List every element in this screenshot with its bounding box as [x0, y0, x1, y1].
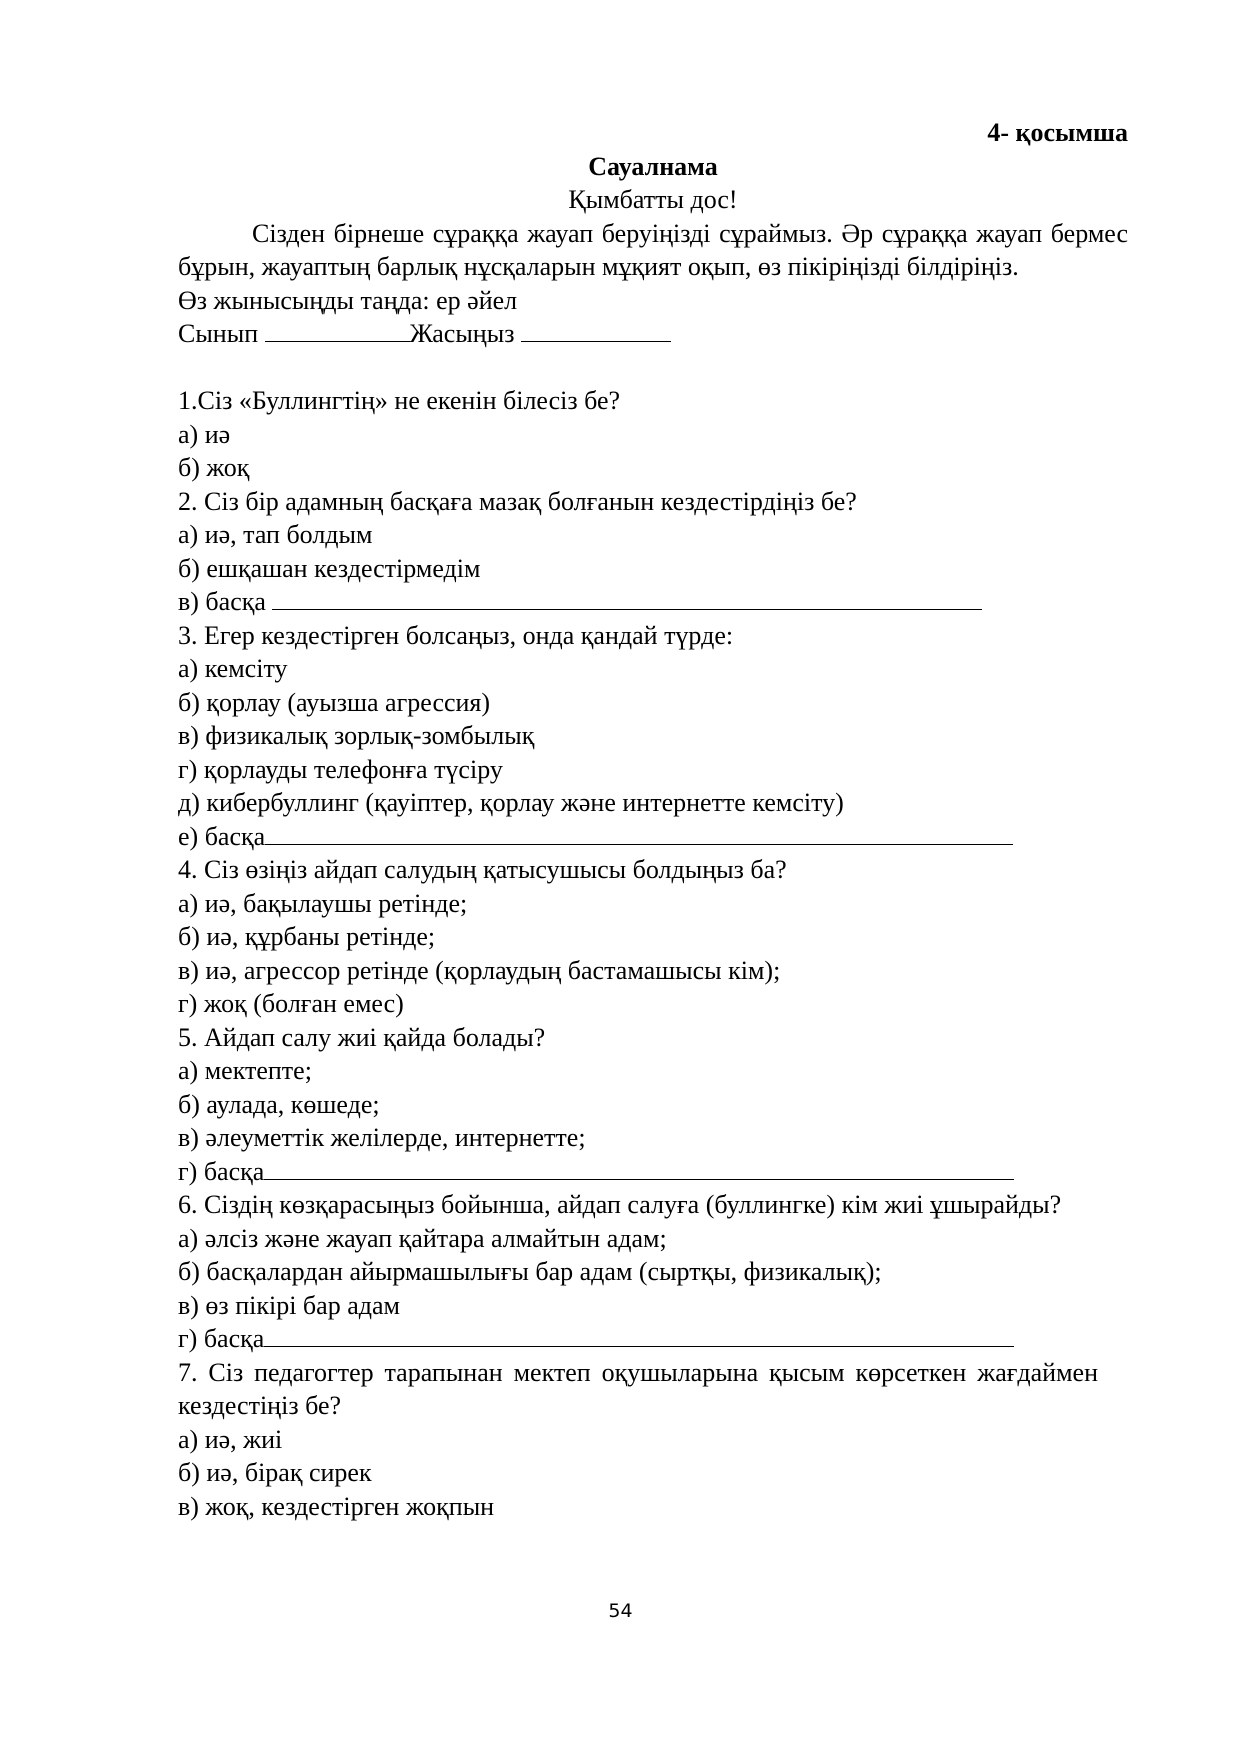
q6-option-a: а) әлсіз және жауап қайтара алмайтын адам; [178, 1223, 667, 1253]
q4-option-a: а) иә, бақылаушы ретінде; [178, 888, 468, 918]
q6-option-d: г) басқа [178, 1324, 265, 1353]
q6-option-c: в) өз пікірі бар адам [178, 1290, 400, 1320]
q2-option-a: а) иә, тап болдым [178, 520, 373, 549]
document-body [178, 116, 1128, 1523]
q7-option-a: а) иә, жиі [178, 1424, 283, 1454]
question-2: 2. Сіз бір адамның басқаға мазақ болғанын кездестірдіңіз бе? [178, 486, 857, 516]
q5-other-blank[interactable] [264, 1155, 1014, 1180]
q7-option-b: б) иә, бірақ сирек [178, 1458, 372, 1487]
page-number: 54 [608, 1600, 633, 1622]
appendix-label: 4- қосымша [987, 118, 1128, 147]
q7-option-c: в) жоқ, кездестірген жоқпын [178, 1491, 495, 1521]
q5-option-a: а) мектепте; [178, 1056, 312, 1085]
q5-option-c: в) әлеуметтік желілерде, интернетте; [178, 1123, 586, 1152]
intro-paragraph: Сізден бірнеше сұраққа жауап беруіңізді сұраймыз. Әр сұраққа жауап бермес бұрын, жауаптың барлық нұсқаларын мұқият оқып, өз пікіріңізді білдіріңіз. [178, 218, 1128, 281]
q3-option-d: г) қорлауды телефонға түсіру [178, 754, 503, 784]
class-label: Сынып [178, 319, 259, 348]
question-7: 7. Сіз педагогтер тарапынан мектеп оқушыларына қысым көрсеткен жағдаймен кездестіңіз бе? [178, 1357, 1098, 1420]
class-age-line [178, 317, 1128, 351]
q3-option-f-row [178, 820, 1128, 854]
q5-option-d: г) басқа [178, 1156, 265, 1186]
question-5: 5. Айдап салу жиі қайда болады? [178, 1022, 546, 1052]
q5-option-b: б) аулада, көшеде; [178, 1089, 380, 1119]
q2-option-b: б) ешқашан кездестірмедім [178, 553, 481, 583]
q4-option-b: б) иә, құрбаны ретінде; [178, 922, 436, 951]
q2-option-c-row [178, 585, 1128, 619]
q1-option-b: б) жоқ [178, 453, 250, 482]
q4-option-c: в) иә, агрессор ретінде (қорлаудың бастамашысы кім); [178, 955, 781, 985]
spacer [178, 351, 1128, 385]
question-1: 1.Сіз «Буллингтің» не екенін білесіз бе? [178, 386, 621, 415]
age-label: Жасыңыз [409, 319, 515, 348]
q1-option-a: а) иә [178, 419, 231, 449]
q6-other-blank[interactable] [264, 1322, 1014, 1347]
q3-option-c: в) физикалық зорлық-зомбылық [178, 721, 535, 750]
age-blank[interactable] [521, 317, 671, 342]
q3-option-e: д) кибербуллинг (қауіптер, қорлау және интернетте кемсіту) [178, 788, 844, 817]
gender-line: Өз жынысыңды таңда: ер әйел [178, 285, 518, 315]
page-title: Сауалнама [588, 151, 718, 181]
q3-option-a: а) кемсіту [178, 654, 288, 683]
question-6: 6. Сіздің көзқарасыңыз бойынша, айдап салуға (буллингке) кім жиі ұшырайды? [178, 1190, 1062, 1219]
q4-option-d: г) жоқ (болған емес) [178, 989, 404, 1018]
class-blank[interactable] [265, 317, 410, 342]
q5-option-d-row [178, 1155, 1128, 1189]
q3-option-f: е) басқа [178, 821, 266, 851]
question-3: 3. Егер кездестірген болсаңыз, онда қандай түрде: [178, 620, 734, 650]
q3-other-blank[interactable] [265, 820, 1013, 845]
q3-option-b: б) қорлау (ауызша агрессия) [178, 687, 491, 717]
q2-other-blank[interactable] [272, 585, 982, 610]
greeting: Қымбатты дос! [568, 185, 738, 214]
question-4: 4. Сіз өзіңіз айдап салудың қатысушысы болдыңыз ба? [178, 855, 787, 884]
q6-option-b: б) басқалардан айырмашылығы бар адам (сыртқы, физикалық); [178, 1257, 882, 1286]
q6-option-d-row [178, 1322, 1128, 1356]
q2-option-c: в) басқа [178, 587, 266, 616]
